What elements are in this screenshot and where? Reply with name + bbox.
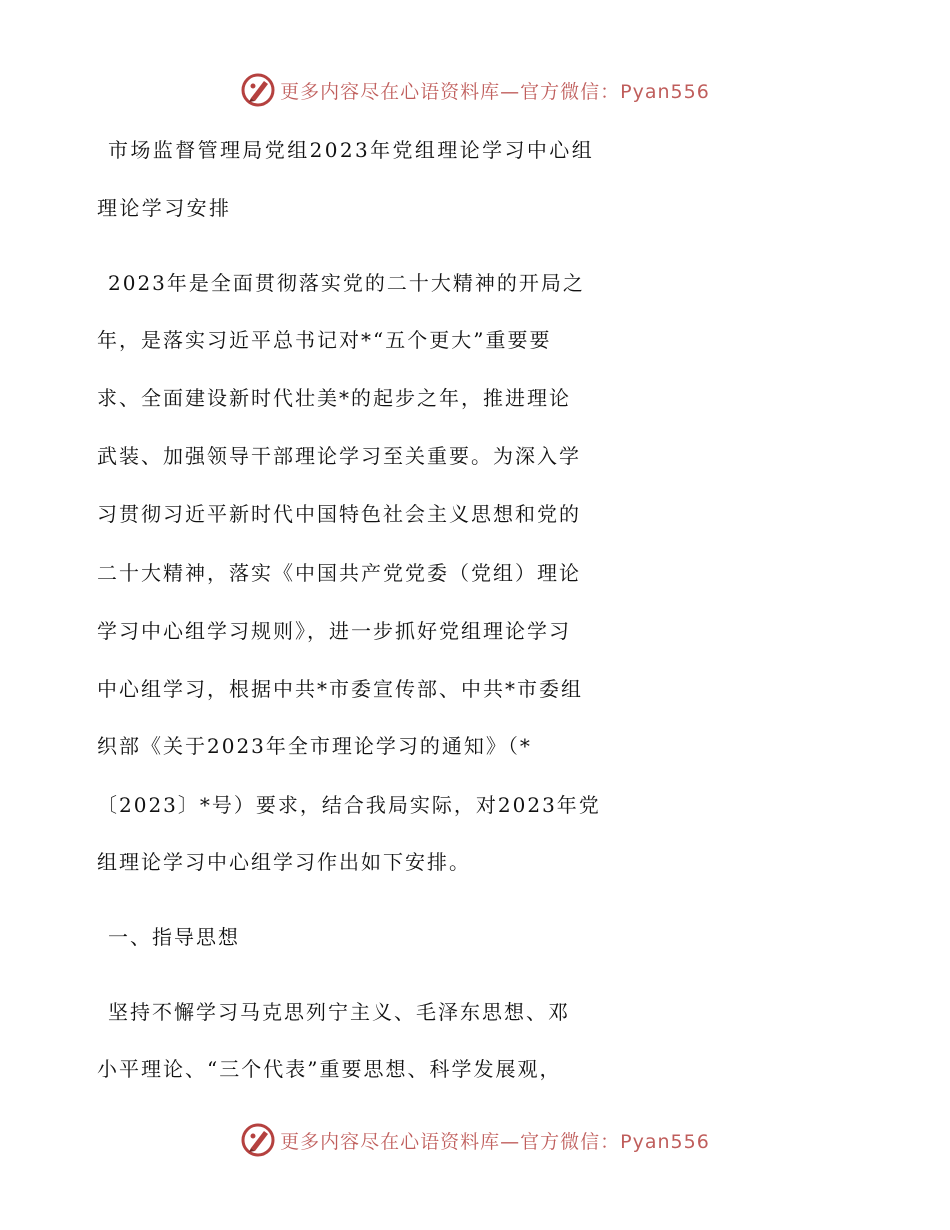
watermark-header [0, 70, 950, 110]
paragraph-1-line: 〔2023〕*号）要求，结合我局实际，对2023年党 [97, 793, 601, 817]
paragraph-2-line: 坚持不懈学习马克思列宁主义、毛泽东思想、邓 [108, 1000, 570, 1024]
paragraph-2-line: 小平理论、“三个代表”重要思想、科学发展观， [97, 1057, 562, 1081]
section-heading: 一、指导思想 [108, 925, 240, 949]
watermark-text: 更多内容尽在心语资料库—官方微信：Pyan556 [280, 1130, 710, 1153]
paragraph-1-line: 中心组学习，根据中共*市委宣传部、中共*市委组 [97, 677, 583, 701]
paragraph-1-line: 学习中心组学习规则》，进一步抓好党组理论学习 [97, 619, 571, 643]
paragraph-1-line: 织部《关于2023年全市理论学习的通知》（* [97, 734, 532, 758]
paragraph-1-line: 2023年是全面贯彻落实党的二十大精神的开局之 [108, 271, 585, 295]
paragraph-1-line: 武装、加强领导干部理论学习至关重要。为深入学 [97, 444, 581, 468]
document-title-line-2: 理论学习安排 [97, 196, 232, 220]
paragraph-1-line: 年，是落实习近平总书记对*“五个更大”重要要 [97, 328, 552, 352]
document-title-line-1: 市场监督管理局党组2023年党组理论学习中心组 [108, 138, 595, 162]
watermark-text: 更多内容尽在心语资料库—官方微信：Pyan556 [280, 80, 710, 103]
paragraph-1-line: 求、全面建设新时代壮美*的起步之年，推进理论 [97, 386, 571, 410]
paragraph-1-line: 组理论学习中心组学习作出如下安排。 [97, 850, 471, 874]
pen-logo-icon [240, 1122, 276, 1158]
watermark-footer [0, 1120, 950, 1160]
paragraph-1-line: 二十大精神，落实《中国共产党党委（党组）理论 [97, 561, 581, 585]
pen-logo-icon [240, 72, 276, 108]
paragraph-1-line: 习贯彻习近平新时代中国特色社会主义思想和党的 [97, 502, 581, 526]
